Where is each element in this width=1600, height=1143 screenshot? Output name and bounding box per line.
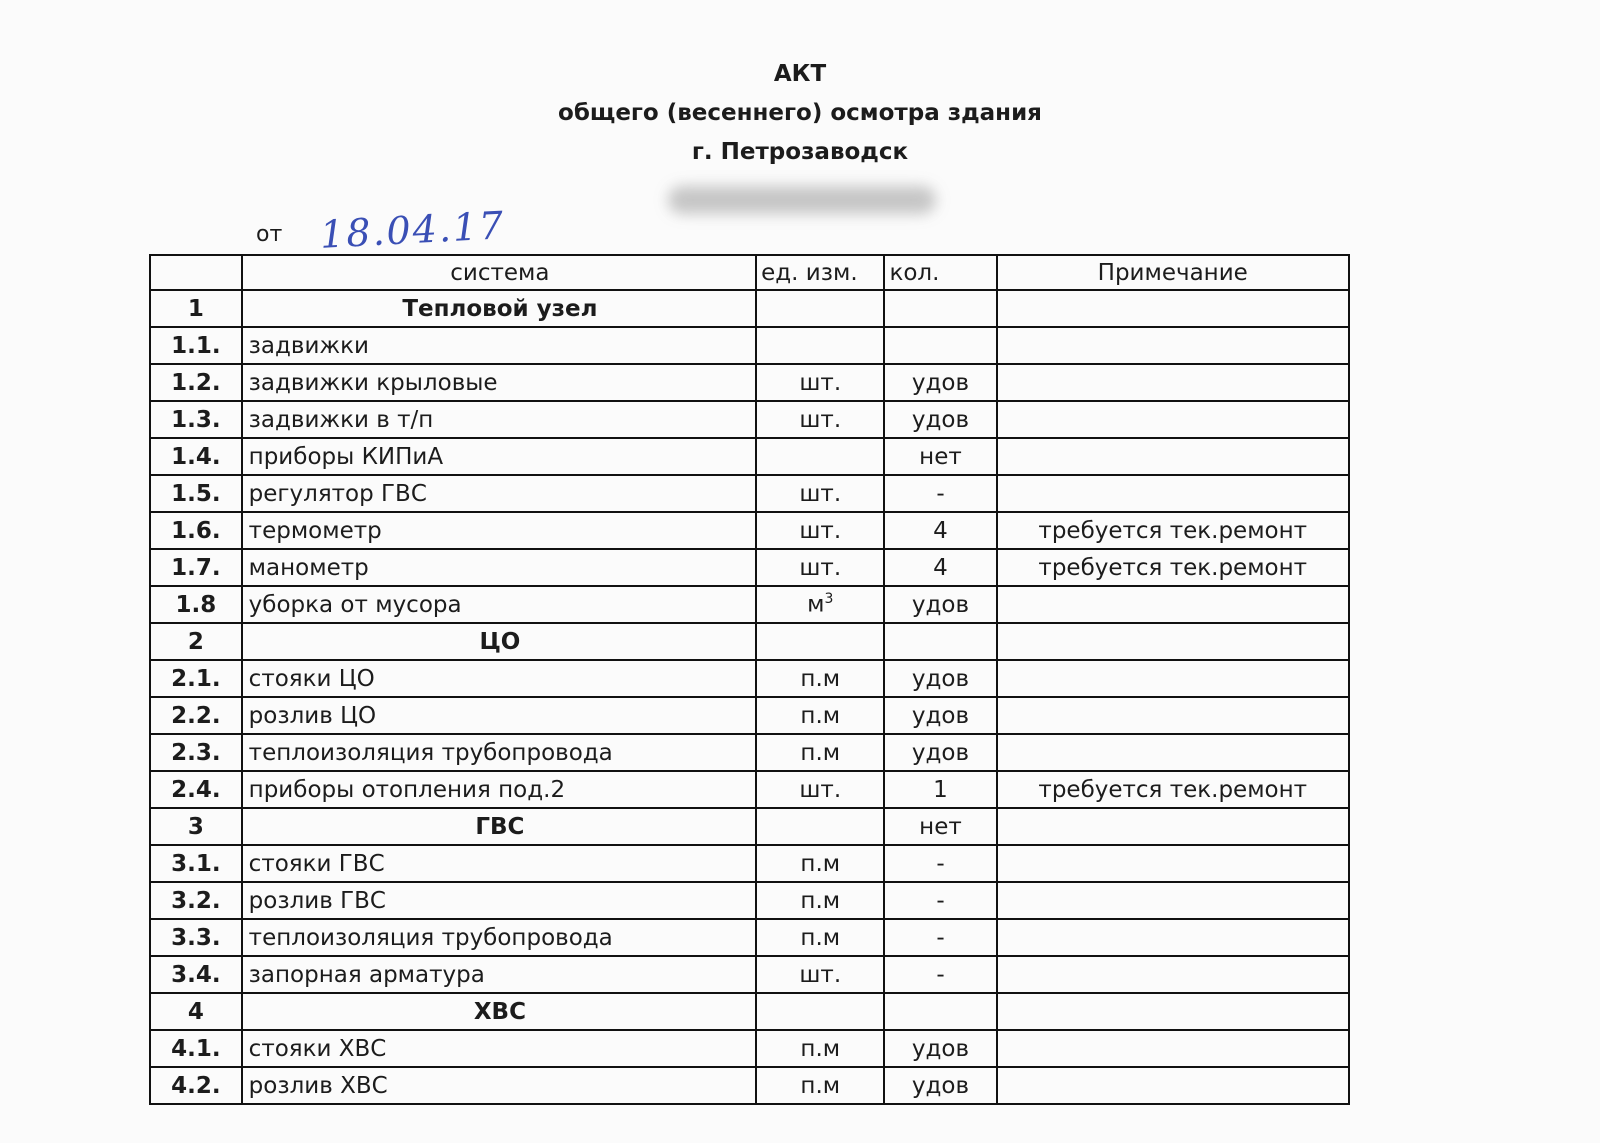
table-row — [150, 956, 1349, 993]
header-unit: ед. изм. — [756, 255, 884, 290]
row-unit — [756, 956, 884, 993]
row-number-text: 4.1. — [171, 1035, 221, 1062]
row-qty-text: нет — [919, 443, 962, 470]
row-number — [150, 549, 242, 586]
row-note — [997, 1030, 1350, 1067]
row-system — [242, 919, 756, 956]
row-system-text: приборы КИПиА — [248, 443, 444, 470]
row-system-text: стояки ЦО — [248, 665, 375, 692]
handwritten-date: 18.04.17 — [318, 203, 507, 257]
row-unit-text: шт. — [799, 554, 842, 581]
row-qty — [884, 475, 996, 512]
row-number — [150, 882, 242, 919]
document-title: АКТ — [773, 61, 827, 87]
row-qty — [884, 919, 996, 956]
row-note — [997, 549, 1350, 586]
row-system — [242, 845, 756, 882]
row-note — [997, 623, 1350, 660]
row-qty-text: удов — [911, 1035, 970, 1062]
row-qty-text: 4 — [933, 554, 948, 581]
row-system — [242, 808, 756, 845]
row-number-text: 1.5. — [171, 480, 221, 507]
row-unit — [756, 549, 884, 586]
unit-superscript: 3 — [824, 591, 834, 608]
row-number — [150, 771, 242, 808]
row-system — [242, 290, 756, 327]
table-header-row — [150, 255, 1349, 290]
table-row — [150, 512, 1349, 549]
table-row — [150, 327, 1349, 364]
row-qty — [884, 956, 996, 993]
row-note-text: требуется тек.ремонт — [1038, 554, 1308, 581]
table-row — [150, 1067, 1349, 1104]
row-number-text: 3.3. — [171, 924, 221, 951]
row-qty — [884, 993, 996, 1030]
row-qty — [884, 771, 996, 808]
row-qty — [884, 1030, 996, 1067]
row-number-text: 3.2. — [171, 887, 221, 914]
table-row — [150, 438, 1349, 475]
row-system-text: регулятор ГВС — [248, 480, 427, 507]
row-system-text: Тепловой узел — [402, 295, 598, 322]
row-number — [150, 327, 242, 364]
row-qty-text: - — [936, 887, 945, 914]
row-system-text: задвижки в т/п — [248, 406, 434, 433]
table-row — [150, 845, 1349, 882]
row-system — [242, 697, 756, 734]
row-unit-text: шт. — [799, 517, 842, 544]
row-qty — [884, 438, 996, 475]
row-number — [150, 623, 242, 660]
row-unit — [756, 882, 884, 919]
row-qty-text: удов — [911, 591, 970, 618]
row-unit-text: п.м — [800, 739, 841, 766]
row-number-text: 1.1. — [171, 332, 221, 359]
row-note — [997, 845, 1350, 882]
row-unit — [756, 401, 884, 438]
row-system-text: розлив ХВС — [248, 1072, 388, 1099]
row-note-text: требуется тек.ремонт — [1038, 776, 1308, 803]
row-qty — [884, 586, 996, 623]
row-unit — [756, 1030, 884, 1067]
row-system-text: стояки ХВС — [248, 1035, 387, 1062]
row-number-text: 3.1. — [171, 850, 221, 877]
table-row — [150, 734, 1349, 771]
document-city: г. Петрозаводск — [691, 139, 909, 165]
row-note — [997, 327, 1350, 364]
row-number-text: 1.4. — [171, 443, 221, 470]
row-system-text: ГВС — [475, 813, 525, 840]
row-unit — [756, 993, 884, 1030]
row-system — [242, 882, 756, 919]
row-number-text: 1.6. — [171, 517, 221, 544]
table-section-row — [150, 993, 1349, 1030]
row-system — [242, 327, 756, 364]
row-number — [150, 808, 242, 845]
row-qty-text: удов — [911, 369, 970, 396]
row-number — [150, 1030, 242, 1067]
row-number-text: 2.1. — [171, 665, 221, 692]
row-qty — [884, 808, 996, 845]
row-number-text: 4.2. — [171, 1072, 221, 1099]
row-unit-text: п.м — [800, 850, 841, 877]
table-row — [150, 586, 1349, 623]
row-note — [997, 660, 1350, 697]
row-unit-text: шт. — [799, 406, 842, 433]
row-system-text: уборка от мусора — [248, 591, 462, 618]
row-unit — [756, 438, 884, 475]
row-note — [997, 401, 1350, 438]
row-system-text: манометр — [248, 554, 369, 581]
table-section-row — [150, 623, 1349, 660]
row-number-text: 3 — [187, 813, 204, 840]
row-note — [997, 475, 1350, 512]
row-unit-text: шт. — [799, 369, 842, 396]
header-system: система — [242, 255, 756, 290]
row-note — [997, 438, 1350, 475]
document-header — [0, 55, 1600, 172]
row-unit — [756, 512, 884, 549]
row-number-text: 2 — [187, 628, 204, 655]
row-qty-text: - — [936, 961, 945, 988]
row-unit — [756, 290, 884, 327]
row-unit-text: шт. — [799, 961, 842, 988]
row-number — [150, 697, 242, 734]
row-number — [150, 919, 242, 956]
row-unit-text: шт. — [799, 480, 842, 507]
row-unit-text: м — [807, 591, 825, 618]
row-number — [150, 734, 242, 771]
row-system-text: стояки ГВС — [248, 850, 385, 877]
row-system-text: розлив ЦО — [248, 702, 377, 729]
row-system — [242, 438, 756, 475]
row-qty — [884, 327, 996, 364]
row-system — [242, 660, 756, 697]
row-unit — [756, 327, 884, 364]
row-note — [997, 290, 1350, 327]
table-row — [150, 475, 1349, 512]
row-unit — [756, 845, 884, 882]
row-system — [242, 586, 756, 623]
row-note — [997, 364, 1350, 401]
row-unit — [756, 586, 884, 623]
row-unit — [756, 919, 884, 956]
row-system — [242, 512, 756, 549]
row-note — [997, 993, 1350, 1030]
row-system — [242, 771, 756, 808]
row-qty — [884, 364, 996, 401]
redacted-address — [668, 186, 936, 214]
row-unit — [756, 623, 884, 660]
row-system — [242, 549, 756, 586]
row-system — [242, 401, 756, 438]
row-number-text: 1.8 — [175, 591, 217, 618]
row-number — [150, 364, 242, 401]
row-unit-text: п.м — [800, 665, 841, 692]
row-note — [997, 919, 1350, 956]
row-system — [242, 993, 756, 1030]
row-qty — [884, 845, 996, 882]
inspection-table — [149, 254, 1350, 1105]
row-number — [150, 845, 242, 882]
row-number-text: 2.4. — [171, 776, 221, 803]
row-unit-text: п.м — [800, 1072, 841, 1099]
row-qty-text: - — [936, 850, 945, 877]
row-number-text: 4 — [187, 998, 204, 1025]
row-note — [997, 512, 1350, 549]
table-row — [150, 919, 1349, 956]
row-number — [150, 438, 242, 475]
table-row — [150, 882, 1349, 919]
row-unit — [756, 660, 884, 697]
row-unit — [756, 364, 884, 401]
row-system-text: приборы отопления под.2 — [248, 776, 566, 803]
header-note: Примечание — [997, 255, 1350, 290]
row-qty — [884, 512, 996, 549]
row-qty-text: удов — [911, 406, 970, 433]
row-system-text: ХВС — [473, 998, 526, 1025]
row-number — [150, 475, 242, 512]
row-qty — [884, 660, 996, 697]
row-note — [997, 1067, 1350, 1104]
table-section-row — [150, 808, 1349, 845]
row-qty — [884, 290, 996, 327]
row-system-text: запорная арматура — [248, 961, 485, 988]
row-number-text: 1.2. — [171, 369, 221, 396]
row-number-text: 1.7. — [171, 554, 221, 581]
row-number-text: 3.4. — [171, 961, 221, 988]
row-unit — [756, 771, 884, 808]
row-system — [242, 1067, 756, 1104]
row-unit-text: п.м — [800, 1035, 841, 1062]
row-number — [150, 660, 242, 697]
row-qty — [884, 1067, 996, 1104]
row-note-text: требуется тек.ремонт — [1038, 517, 1308, 544]
row-system — [242, 734, 756, 771]
row-qty-text: удов — [911, 739, 970, 766]
table-row — [150, 697, 1349, 734]
row-number — [150, 401, 242, 438]
row-unit-text: п.м — [800, 924, 841, 951]
row-number-text: 1.3. — [171, 406, 221, 433]
row-qty-text: удов — [911, 1072, 970, 1099]
row-number-text: 1 — [187, 295, 204, 322]
row-system-text: теплоизоляция трубопровода — [248, 924, 613, 951]
row-qty — [884, 882, 996, 919]
table-section-row — [150, 290, 1349, 327]
document-subtitle: общего (весеннего) осмотра здания — [558, 100, 1042, 126]
row-qty-text: - — [936, 480, 945, 507]
row-number — [150, 993, 242, 1030]
row-qty — [884, 697, 996, 734]
row-unit — [756, 697, 884, 734]
row-qty-text: удов — [911, 665, 970, 692]
row-qty-text: 4 — [933, 517, 948, 544]
row-system — [242, 364, 756, 401]
row-number — [150, 512, 242, 549]
row-system — [242, 623, 756, 660]
table-row — [150, 401, 1349, 438]
row-system-text: розлив ГВС — [248, 887, 386, 914]
row-number — [150, 1067, 242, 1104]
row-system-text: задвижки — [248, 332, 369, 359]
row-system — [242, 956, 756, 993]
table-row — [150, 1030, 1349, 1067]
row-number — [150, 956, 242, 993]
row-note — [997, 882, 1350, 919]
row-unit — [756, 475, 884, 512]
header-qty: кол. — [884, 255, 996, 290]
row-qty-text: нет — [919, 813, 962, 840]
row-note — [997, 808, 1350, 845]
row-unit-text: п.м — [800, 702, 841, 729]
header-num — [150, 255, 242, 290]
table-row — [150, 549, 1349, 586]
row-system-text: ЦО — [479, 628, 521, 655]
row-number — [150, 290, 242, 327]
row-system — [242, 1030, 756, 1067]
row-system-text: задвижки крыловые — [248, 369, 498, 396]
table-row — [150, 364, 1349, 401]
row-qty-text: 1 — [933, 776, 948, 803]
row-qty-text: - — [936, 924, 945, 951]
row-system-text: термометр — [248, 517, 382, 544]
row-unit — [756, 808, 884, 845]
row-qty-text: удов — [911, 702, 970, 729]
table-row — [150, 771, 1349, 808]
row-qty — [884, 623, 996, 660]
row-number-text: 2.2. — [171, 702, 221, 729]
row-note — [997, 956, 1350, 993]
row-note — [997, 771, 1350, 808]
row-number — [150, 586, 242, 623]
row-unit-text: п.м — [800, 887, 841, 914]
row-system — [242, 475, 756, 512]
row-note — [997, 586, 1350, 623]
row-qty — [884, 549, 996, 586]
row-note — [997, 697, 1350, 734]
row-qty — [884, 401, 996, 438]
row-qty — [884, 734, 996, 771]
row-unit-text: шт. — [799, 776, 842, 803]
table-row — [150, 660, 1349, 697]
row-unit — [756, 1067, 884, 1104]
row-system-text: теплоизоляция трубопровода — [248, 739, 613, 766]
row-note — [997, 734, 1350, 771]
row-unit — [756, 734, 884, 771]
row-number-text: 2.3. — [171, 739, 221, 766]
date-prefix: от — [256, 222, 283, 247]
